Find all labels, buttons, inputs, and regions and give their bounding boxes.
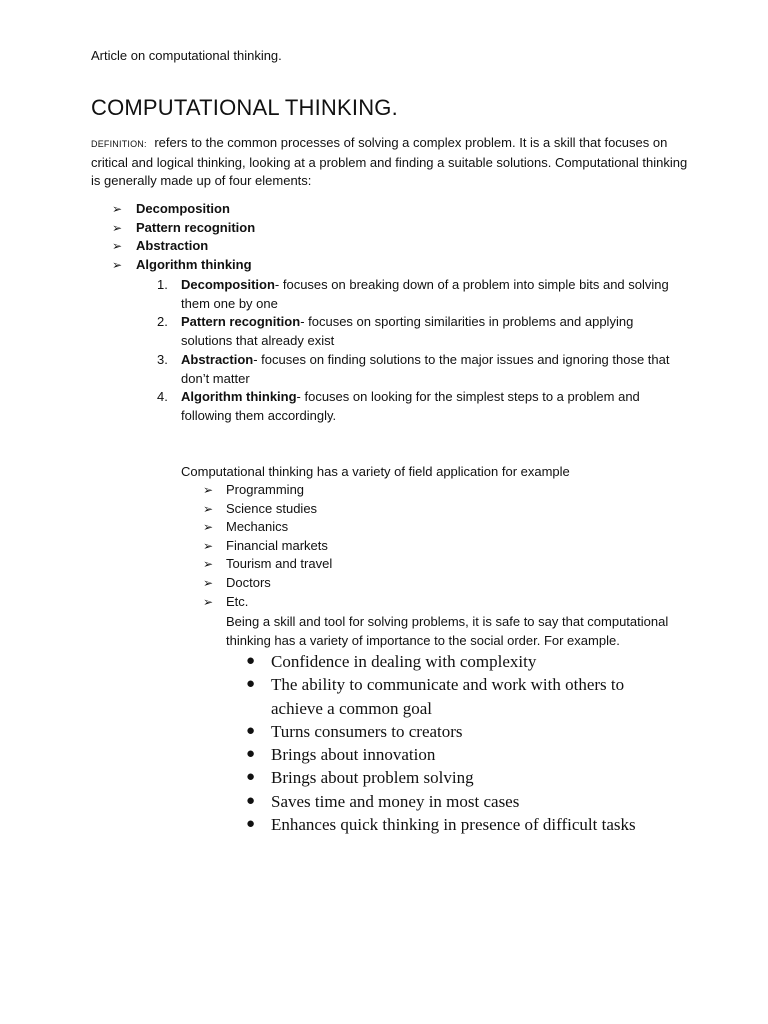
- arrow-bullet-icon: ➢: [203, 538, 214, 553]
- list-item: 1. Decomposition- focuses on breaking down of a problem into simple bits and solving them one by one: [157, 277, 669, 311]
- arrow-bullet-icon: ➢: [112, 202, 123, 216]
- term: Abstraction: [181, 351, 254, 367]
- list-item: ● Turns consumers to creators: [246, 720, 666, 743]
- list-item: ➢ Programming: [203, 481, 332, 500]
- list-item: ➢ Etc.: [203, 593, 332, 612]
- arrow-bullet-icon: ➢: [203, 483, 214, 497]
- arrow-bullet-icon: ➢: [203, 557, 214, 572]
- definition-paragraph: [91, 134, 691, 191]
- element-details-list: [157, 276, 677, 426]
- list-item: 3. Abstraction- focuses on finding solutions to the major issues and ignoring those that don’t matter: [157, 351, 670, 386]
- list-item: ➢ Pattern recognition: [112, 219, 255, 238]
- arrow-bullet-icon: ➢: [203, 520, 214, 535]
- list-item: 2. Pattern recognition- focuses on sporting similarities in problems and applying solutions that already exist: [157, 314, 634, 349]
- importance-list: [246, 650, 666, 836]
- term: Pattern recognition: [181, 314, 301, 330]
- arrow-bullet-icon: ➢: [203, 594, 214, 609]
- bullet-dot-icon: ●: [246, 676, 256, 693]
- bullet-dot-icon: ●: [246, 722, 256, 739]
- definition-text: refers to the common processes of solving a complex problem. It is a skill that focuses on critical and logical thinking, looking at a problem and finding a suitable solutions. Computational thinking is generally made up of four elements:: [91, 135, 688, 188]
- arrow-bullet-icon: ➢: [112, 239, 123, 254]
- list-item: ➢ Decomposition: [112, 200, 255, 219]
- bullet-dot-icon: ●: [246, 792, 256, 809]
- list-item: ➢ Tourism and travel: [203, 555, 332, 574]
- list-item: ● Saves time and money in most cases: [246, 790, 666, 813]
- bullet-dot-icon: ●: [246, 746, 256, 763]
- applications-list: [203, 481, 332, 611]
- article-note: Article on computational thinking.: [91, 48, 282, 63]
- term: Algorithm thinking: [181, 389, 297, 405]
- list-item: ➢ Financial markets: [203, 537, 332, 556]
- list-item: ➢ Science studies: [203, 500, 332, 519]
- list-item: ● Enhances quick thinking in presence of difficult tasks: [246, 813, 666, 836]
- definition-label: DEFINITION:: [91, 139, 147, 149]
- document-title: COMPUTATIONAL THINKING.: [91, 95, 398, 120]
- arrow-bullet-icon: ➢: [203, 575, 214, 590]
- term: Decomposition: [181, 277, 275, 292]
- importance-intro: Being a skill and tool for solving problems, it is safe to say that computational thinking has a variety of importance to the social order. For example.: [226, 614, 669, 648]
- arrow-bullet-icon: ➢: [203, 501, 214, 516]
- elements-list: [112, 200, 255, 274]
- list-item: ● Confidence in dealing with complexity: [246, 650, 666, 673]
- list-item: 4. Algorithm thinking- focuses on looking for the simplest steps to a problem and following them accordingly.: [157, 389, 640, 423]
- bullet-dot-icon: ●: [246, 816, 256, 833]
- list-item: ➢ Doctors: [203, 574, 332, 593]
- list-item: ➢ Mechanics: [203, 518, 332, 537]
- bullet-dot-icon: ●: [246, 653, 256, 669]
- list-item: ● Brings about innovation: [246, 743, 666, 766]
- list-item: ➢ Abstraction: [112, 237, 255, 256]
- list-item: ● The ability to communicate and work with others to achieve a common goal: [246, 675, 625, 718]
- list-item: ➢ Algorithm thinking: [112, 256, 255, 275]
- bullet-dot-icon: ●: [246, 769, 256, 786]
- list-item: ● Brings about problem solving: [246, 766, 666, 789]
- arrow-bullet-icon: ➢: [112, 220, 123, 235]
- applications-intro: Computational thinking has a variety of field application for example: [181, 464, 570, 479]
- arrow-bullet-icon: ➢: [112, 257, 123, 272]
